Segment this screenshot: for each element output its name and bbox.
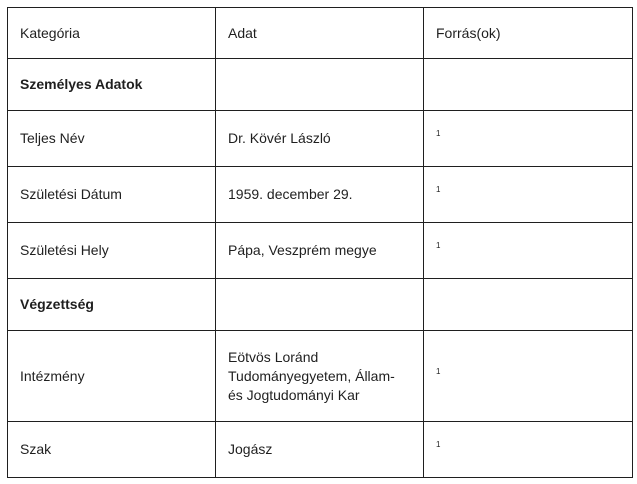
table-row bbox=[8, 331, 633, 422]
header-sources: Forrás(ok) bbox=[424, 8, 633, 59]
table-row bbox=[8, 422, 633, 478]
footnote-ref: 1 bbox=[436, 440, 441, 449]
table-cell-data: Pápa, Veszprém megye bbox=[216, 223, 424, 279]
table-cell-source bbox=[424, 111, 633, 167]
table-cell-data: Eötvös Loránd Tudományegyetem, Állam- és Jogtudományi Kar bbox=[216, 331, 424, 422]
table-cell-category: Teljes Név bbox=[8, 111, 216, 167]
table-cell-data bbox=[216, 279, 424, 331]
table-cell-source bbox=[424, 422, 633, 478]
table-cell-category: Szak bbox=[8, 422, 216, 478]
table-cell-data bbox=[216, 59, 424, 111]
table-cell-data: Jogász bbox=[216, 422, 424, 478]
table-row-section-personal bbox=[8, 59, 633, 111]
table-cell-source bbox=[424, 279, 633, 331]
section-title: Végzettség bbox=[8, 279, 216, 331]
table-cell-source bbox=[424, 223, 633, 279]
footnote-ref: 1 bbox=[436, 241, 441, 250]
table-cell-source bbox=[424, 167, 633, 223]
footnote-ref: 1 bbox=[436, 366, 441, 376]
data-table bbox=[7, 7, 633, 478]
table-cell-category: Születési Dátum bbox=[8, 167, 216, 223]
header-data: Adat bbox=[216, 8, 424, 59]
table-cell-source bbox=[424, 331, 633, 422]
table-cell-data: 1959. december 29. bbox=[216, 167, 424, 223]
header-category: Kategória bbox=[8, 8, 216, 59]
section-title: Személyes Adatok bbox=[8, 59, 216, 111]
table-row-section-education bbox=[8, 279, 633, 331]
table-header-row bbox=[8, 8, 633, 59]
table-cell-category: Intézmény bbox=[8, 331, 216, 422]
footnote-ref: 1 bbox=[436, 129, 441, 138]
table-cell-category: Születési Hely bbox=[8, 223, 216, 279]
table-row bbox=[8, 167, 633, 223]
table-cell-source bbox=[424, 59, 633, 111]
table-row bbox=[8, 223, 633, 279]
table-row bbox=[8, 111, 633, 167]
table-cell-data: Dr. Kövér László bbox=[216, 111, 424, 167]
footnote-ref: 1 bbox=[436, 185, 441, 194]
